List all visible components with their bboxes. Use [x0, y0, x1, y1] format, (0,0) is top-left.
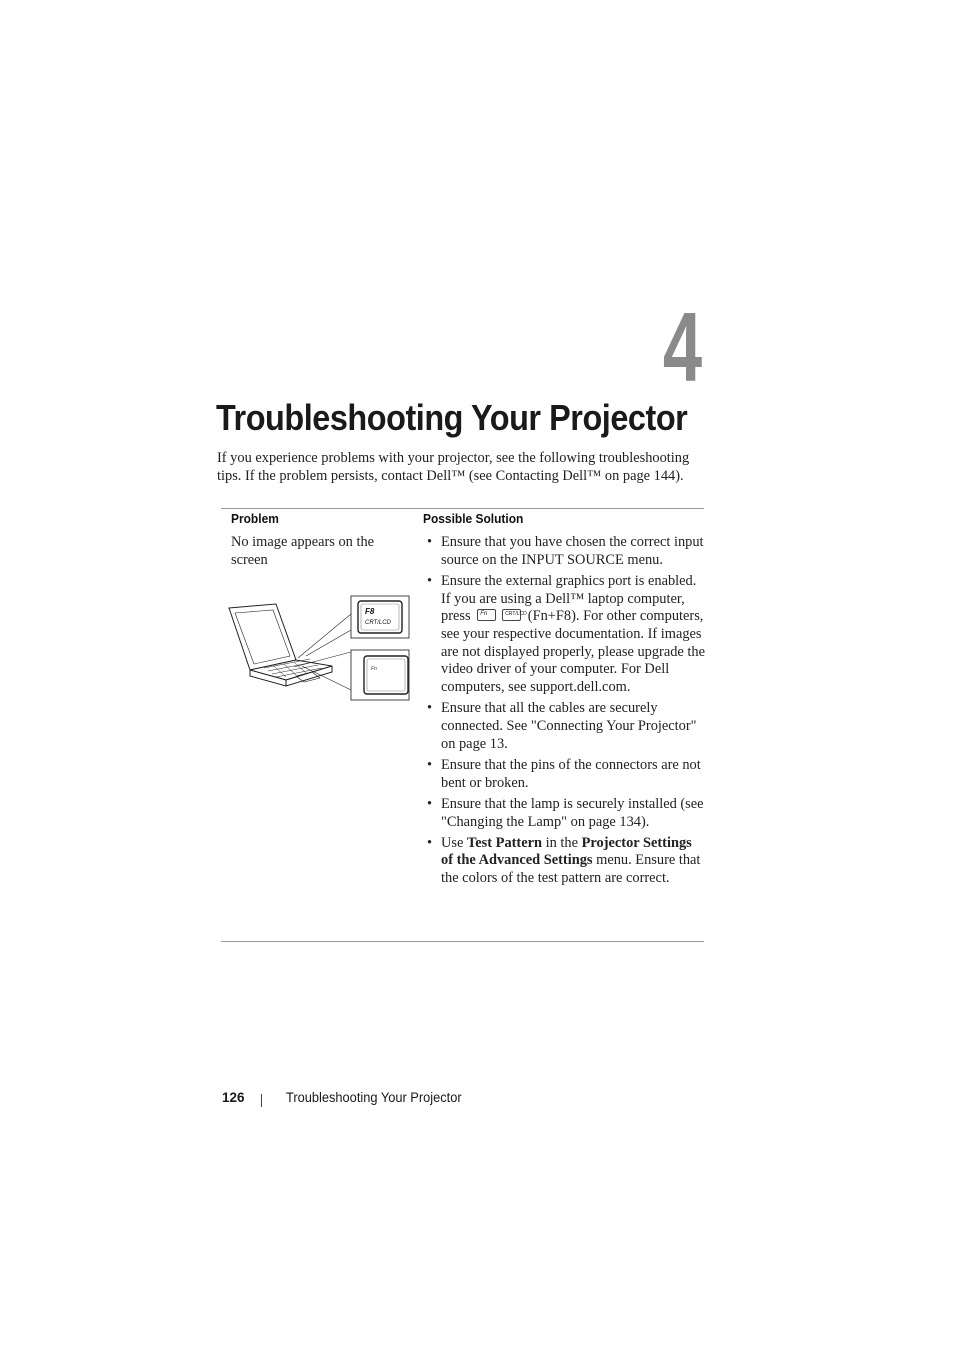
fn-key-icon: Fn	[477, 609, 496, 621]
test-pattern-term: Test Pattern	[467, 834, 543, 851]
solution-item: • Ensure that you have chosen the correct input source on the INPUT SOURCE menu.	[427, 534, 707, 569]
laptop-keys-illustration	[224, 594, 414, 704]
laptop-icon	[229, 604, 351, 690]
solution-item: • Ensure that all the cables are securely connected. See "Connecting Your Projector" on page 13.	[427, 700, 707, 753]
running-title: Troubleshooting Your Projector	[286, 1090, 462, 1105]
crt-lcd-key-label: CRT/LCD	[365, 620, 391, 626]
f8-key-label: F8	[365, 607, 375, 616]
table-bottom-rule	[221, 941, 704, 942]
fn-key-icon	[351, 650, 409, 700]
chapter-number: 4	[662, 292, 703, 402]
solution-item: • Use Test Pattern in the Projector Settings of the Advanced Settings menu. Ensure that the colors of the test pattern are correct.	[427, 835, 707, 888]
solutions-list	[427, 534, 707, 891]
solution-item: • Ensure that the pins of the connectors are not bent or broken.	[427, 757, 707, 792]
fn-key-label: Fn	[371, 666, 377, 672]
page-number: 126	[222, 1090, 245, 1105]
f8-key-icon	[351, 596, 409, 638]
intro-paragraph: If you experience problems with your projector, see the following troubleshooting tips. If the problem persists, contact Dell™ (see Contacting Dell™ on page 144).	[217, 450, 690, 484]
column-header-solution: Possible Solution	[423, 511, 524, 526]
solution-item: • Ensure the external graphics port is enabled. If you are using a Dell™ laptop computer, press Fn CRT/LCD (Fn+F8). For other computers, see your respective documentation. If images are not displayed properly, please upgrade the video driver of your computer. For Dell computers, see support.dell.com.	[427, 573, 707, 697]
crt-lcd-key-icon: CRT/LCD	[502, 609, 521, 621]
table-top-rule	[221, 508, 704, 509]
page-title: Troubleshooting Your Projector	[216, 397, 688, 438]
column-header-problem: Problem	[231, 511, 279, 526]
footer-separator	[261, 1094, 262, 1107]
solution-item: • Ensure that the lamp is securely installed (see "Changing the Lamp" on page 134).	[427, 796, 707, 831]
menu-name-term: Projector Settings of the Advanced Settings	[441, 834, 692, 869]
problem-text: No image appears on the screen	[231, 534, 375, 568]
